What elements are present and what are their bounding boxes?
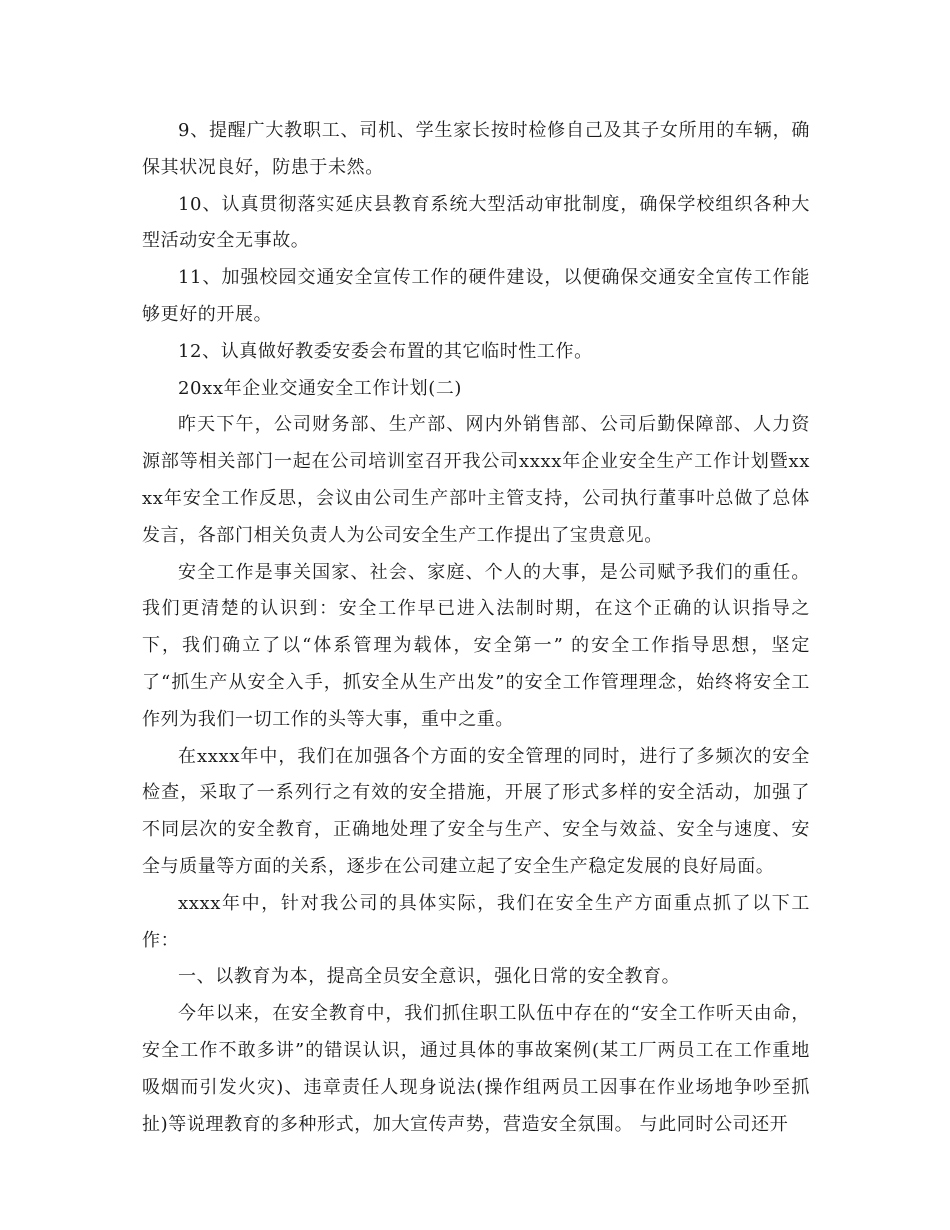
paragraph-item-12: 12、认真做好教委安委会布置的其它临时性工作。 — [178, 340, 593, 362]
paragraph-safety-management: 在xxxx年中，我们在加强各个方面的安全管理的同时，进行了多频次的安全检查，采取了一系列行之有效的安全措施，开展了形式多样的安全活动，加强了不同层次的安全教育，正确地处理了安全与生产、安全与效益、安全与速度、安全与质量等方面的关系，逐步在公司建立起了安全生产稳定发展的良好局面。 — [142, 745, 810, 877]
paragraph-safety-importance: 安全工作是事关国家、社会、家庭、个人的大事，是公司赋予我们的重任。我们更清楚的认识到：安全工作早已进入法制时期，在这个正确的认识指导之下，我们确立了以“体系管理为载体，安全第一” 的安全工作指导思想，坚定了“抓生产从安全入手，抓安全从生产出发”的安全工作管理理念，始终将安全工作列为我们一切工作的头等大事，重中之重。 — [142, 561, 810, 730]
paragraph-item-9: 9、提醒广大教职工、司机、学生家长按时检修自己及其子女所用的车辆，确保其状况良好，防患于未然。 — [142, 120, 810, 178]
paragraph-item-11: 11、加强校园交通安全宣传工作的硬件建设，以便确保交通安全宣传工作能够更好的开展。 — [142, 267, 810, 325]
document-body — [142, 113, 810, 1143]
section-heading: 20xx年企业交通安全工作计划(二) — [178, 377, 463, 399]
subheading-education: 一、以教育为本，提高全员安全意识，强化日常的安全教育。 — [178, 966, 681, 988]
paragraph-meeting: 昨天下午，公司财务部、生产部、网内外销售部、公司后勤保障部、人力资源部等相关部门一起在公司培训室召开我公司xxxx年企业安全生产工作计划暨xxxx年安全工作反思，会议由公司生产部叶主管支持，公司执行董事叶总做了总体发言，各部门相关负责人为公司安全生产工作提出了宝贵意见。 — [142, 414, 810, 546]
paragraph-key-work: xxxx年中，针对我公司的具体实际，我们在安全生产方面重点抓了以下工作： — [142, 892, 810, 951]
paragraph-item-10: 10、认真贯彻落实延庆县教育系统大型活动审批制度，确保学校组织各种大型活动安全无事故。 — [142, 193, 810, 252]
paragraph-education: 今年以来，在安全教育中，我们抓住职工队伍中存在的“安全工作听天由命，安全工作不敢多讲”的错误认识，通过具体的事故案例(某工厂两员工在工作重地吸烟而引发火灾)、违章责任人现身说法(操作组两员工因事在作业场地争吵至抓扯)等说理教育的多种形式，加大宣传声势，营造安全氛围。 与此同时公司还开 — [142, 1003, 810, 1135]
